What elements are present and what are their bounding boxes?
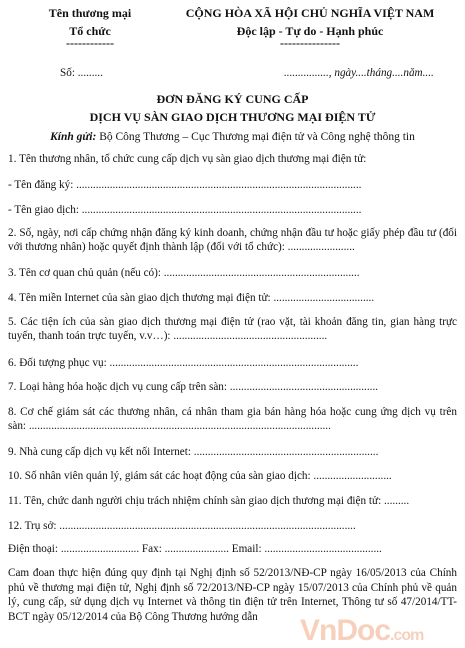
commitment-paragraph: Cam đoan thực hiện đúng quy định tại Nghị định số 52/2013/NĐ-CP ngày 16/05/2013 của Chính phủ về thương mại điện tử, Nghị định số 72/2013/NĐ-CP ngày 15/07/2013 của Chính phủ về quản lý, cung cấp, sử dụng dịch vụ Internet và thông tin điện tử trên Internet, Thông tư số 47/2014/TT-BCT ngày 05/12/2014 của Bộ Công Thương hướng dẫn [8, 567, 457, 623]
addressee-value: Bộ Công Thương – Cục Thương mại điện tử và Công nghệ thông tin [99, 131, 415, 143]
item-6[interactable]: 6. Đối tượng phục vụ: ......................................................................................... [8, 357, 359, 369]
item-12[interactable]: 12. Trụ sở: .......................................................................................................... [8, 520, 356, 532]
item-9[interactable]: 9. Nhà cung cấp dịch vụ kết nối Internet: .................................................................. [8, 446, 379, 458]
item-3[interactable]: 3. Tên cơ quan chủ quản (nếu có): ...................................................................... [8, 267, 360, 279]
addressee-label: Kính gửi: [50, 131, 97, 143]
date-month: tháng.... [366, 67, 404, 79]
watermark-brand: VnDoc [300, 614, 391, 647]
date-year: năm.... [403, 67, 434, 79]
company-name-label: Tên thương mại [48, 6, 132, 20]
addressee [0, 131, 465, 143]
form-title-line2: DỊCH VỤ SÀN GIAO DỊCH THƯƠNG MẠI ĐIỆN TỬ [89, 110, 376, 124]
document-date [284, 66, 460, 80]
field-trade-name[interactable]: - Tên giao dịch: .................................................................................................... [8, 204, 362, 216]
item-7[interactable]: 7. Loại hàng hóa hoặc dịch vụ cung cấp trên sàn: ..................................................... [8, 381, 379, 393]
item-2[interactable]: 2. Số, ngày, nơi cấp chứng nhận đăng ký kinh doanh, chứng nhận đầu tư hoặc giấy phép đầu tư (đối với thương nhân) hoặc quyết định thành lập (đối với tổ chức): ........................ [8, 227, 457, 253]
document-number: Số: ......... [60, 67, 103, 79]
item-1: 1. Tên thương nhân, tổ chức cung cấp dịch vụ sàn giao dịch thương mại điện tử: [8, 153, 367, 165]
item-8[interactable]: 8. Cơ chế giám sát các thương nhân, cá nhân tham gia bán hàng hóa hoặc cung ứng dịch vụ trên sàn: ............................................................................................................ [8, 406, 457, 432]
item-4[interactable]: 4. Tên miền Internet của sàn giao dịch thương mại điện tử: .................................... [8, 292, 375, 304]
item-5[interactable]: 5. Các tiện ích của sàn giao dịch thương mại điện tử (rao vặt, tài khoản đăng tin, gian hàng trực tuyến, thanh toán trực tuyến, v.v…): ....................................................... [8, 316, 457, 342]
date-day: ngày.... [334, 67, 367, 79]
watermark-logo [300, 614, 423, 648]
left-divider: ------------ [66, 36, 114, 50]
date-place: ................, [284, 67, 332, 79]
national-title: CỘNG HÒA XÃ HỘI CHỦ NGHĨA VIỆT NAM [185, 6, 435, 20]
national-motto: Độc lập - Tự do - Hạnh phúc [236, 24, 384, 38]
item-10[interactable]: 10. Số nhân viên quản lý, giám sát các hoạt động của sàn giao dịch: ............................ [8, 470, 392, 482]
item-11[interactable]: 11. Tên, chức danh người chịu trách nhiệm chính sàn giao dịch thương mại điện tử: ......... [8, 495, 410, 507]
watermark-domain: .com [390, 627, 424, 644]
right-divider: --------------- [280, 36, 340, 50]
contact-line[interactable]: Điện thoại: ............................ Fax: ....................... Email: .......................................... [8, 543, 382, 555]
organization-label: Tổ chức [69, 24, 111, 38]
field-registered-name[interactable]: - Tên đăng ký: ...................................................................................................... [8, 179, 362, 191]
form-title-line1: ĐƠN ĐĂNG KÝ CUNG CẤP [156, 92, 309, 106]
